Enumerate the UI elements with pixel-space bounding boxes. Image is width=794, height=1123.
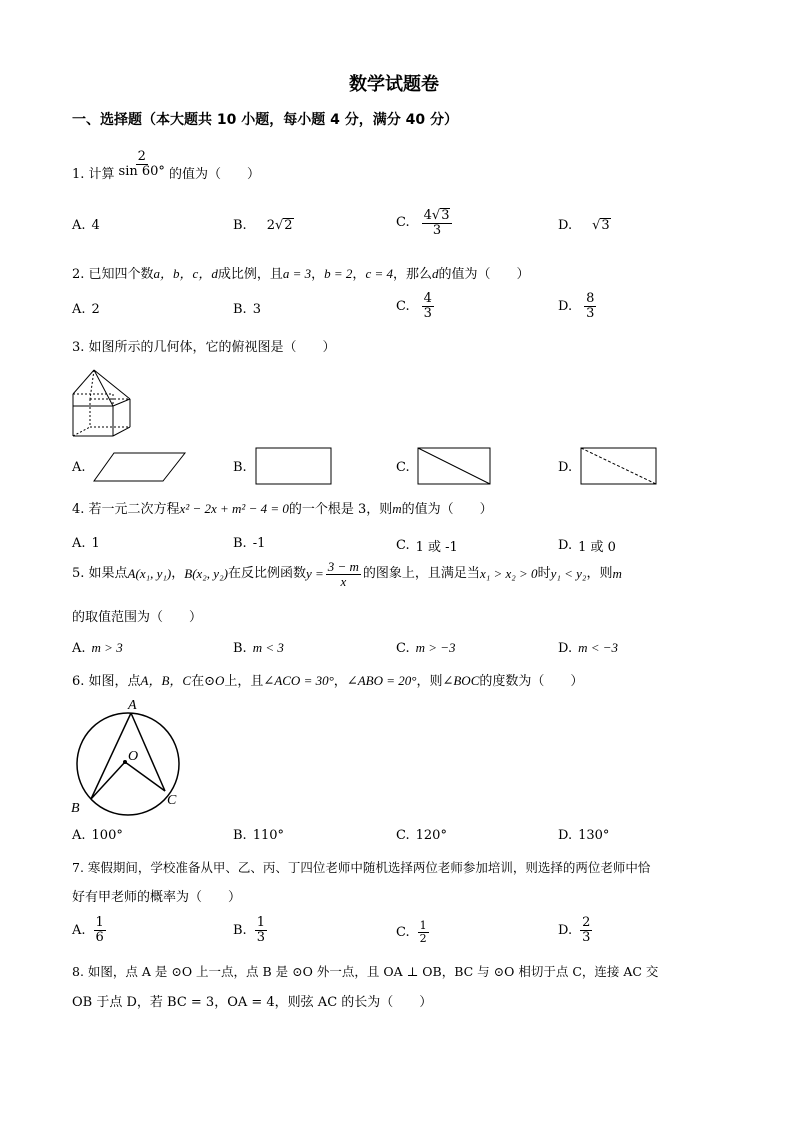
q6-text-a: 6. 如图，点 bbox=[72, 674, 141, 689]
q2-var-d: d bbox=[432, 266, 439, 281]
q1-option-d-label: D. bbox=[558, 218, 573, 233]
q2-option-b-value: 3 bbox=[252, 302, 261, 317]
question-1 bbox=[72, 144, 260, 184]
q2-text-b: 成比例，且 bbox=[217, 267, 283, 282]
q2-text-d: 的值为（ ） bbox=[438, 267, 530, 282]
q2-eq-a: a = 3 bbox=[282, 266, 312, 281]
q5-option-a-label: A. bbox=[72, 640, 86, 656]
q2-option-b-label: B. bbox=[233, 302, 247, 317]
question-5-line1: 5. 如果点 A(x₁, y₁) ， B(x₂, y₂) 在反比例函数 y = $\frac{3 - m}{x}$ 的图象上，且满足当 x₁ > x₂ > 0 时 y₁ < y₂ ，则 m bbox=[72, 559, 622, 589]
q2-option-c-frac bbox=[422, 292, 434, 320]
q4-text-c: 的值为（ ） bbox=[401, 502, 493, 517]
q7-option-b-label: B. bbox=[233, 922, 247, 938]
q7-option-a-label: A. bbox=[72, 922, 86, 938]
q7-c-num: 1 bbox=[419, 919, 427, 932]
q6-option-b[interactable] bbox=[233, 828, 284, 843]
q1-option-c-label: C. bbox=[396, 215, 410, 231]
q7-option-c[interactable] bbox=[396, 920, 431, 944]
q7-option-b[interactable] bbox=[233, 916, 269, 944]
q1-option-a-label: A. bbox=[72, 218, 86, 233]
q5-point-b: B(x₂, y₂) bbox=[184, 566, 228, 582]
section-heading: 一、选择题（本大题共 10 小题，每小题 4 分，满分 40 分） bbox=[72, 112, 458, 128]
q7-option-a[interactable] bbox=[72, 916, 108, 944]
q5-option-c[interactable] bbox=[396, 640, 456, 656]
q6-label-c: C bbox=[167, 793, 177, 808]
q6-label-a: A bbox=[128, 698, 137, 713]
q1-prefix: 1. 计算 bbox=[72, 167, 115, 182]
q5-text-c: 的图象上，且满足当 bbox=[362, 566, 480, 582]
q5-option-c-value: m > −3 bbox=[415, 640, 456, 655]
q1-option-b[interactable] bbox=[233, 218, 294, 233]
q2-option-b[interactable] bbox=[233, 302, 261, 317]
q5-option-c-label: C. bbox=[396, 640, 410, 656]
q6-option-d-label: D. bbox=[558, 828, 573, 843]
q6-label-o: O bbox=[128, 749, 139, 764]
q1-fraction bbox=[117, 150, 167, 178]
q6-label-b: B bbox=[71, 801, 80, 816]
q4-equation: x² − 2x + m² − 4 = 0 bbox=[179, 501, 289, 516]
q6-circle-figure bbox=[66, 696, 192, 818]
question-5-line2: 的取值范围为（ ） bbox=[72, 610, 203, 625]
q5-fn-den: x bbox=[340, 573, 347, 589]
q4-option-a-value: 1 bbox=[91, 536, 100, 551]
question-8-line2: OB 于点 D，若 BC = 3，OA = 4，则弦 AC 的长为（ ） bbox=[72, 995, 433, 1010]
q6-angle2: ∠ABO = 20° bbox=[346, 673, 417, 688]
q5-text-e: ，则 bbox=[586, 566, 613, 582]
q2-text-a: 2. 已知四个数 bbox=[72, 267, 154, 282]
q1-c-num-coef: 4 bbox=[423, 208, 432, 223]
q4-option-b-label: B. bbox=[233, 536, 247, 551]
q5-text-a: 5. 如果点 bbox=[72, 566, 128, 582]
q4-option-d-label: D. bbox=[558, 538, 573, 553]
q1-frac-num: 2 bbox=[137, 148, 146, 164]
q1-option-c-frac bbox=[422, 208, 453, 237]
q6-text-d: ，则 bbox=[416, 674, 443, 689]
question-7-line1: 7. 寒假期间，学校准备从甲、乙、丙、丁四位老师中随机选择两位老师参加培训，则选择的两位老师中恰 bbox=[72, 860, 651, 875]
q3-option-a-label: A. bbox=[72, 460, 86, 475]
q6-text-c: 上，且 bbox=[224, 674, 264, 689]
q4-option-a[interactable] bbox=[72, 536, 100, 551]
q3-option-c-rectangle-diagonal[interactable] bbox=[417, 447, 493, 487]
q2-text-c: ，那么 bbox=[392, 267, 432, 282]
q5-option-d[interactable] bbox=[558, 640, 618, 656]
q1-c-num-rad: 3 bbox=[441, 208, 450, 223]
q6-option-a-label: A. bbox=[72, 828, 86, 843]
q6-option-a[interactable] bbox=[72, 828, 123, 843]
q4-option-b[interactable] bbox=[233, 536, 265, 551]
q1-c-den: 3 bbox=[432, 222, 442, 238]
q7-option-d[interactable] bbox=[558, 916, 594, 944]
q2-c-num: 4 bbox=[423, 291, 432, 306]
q5-option-b[interactable] bbox=[233, 640, 284, 656]
q3-solid-figure bbox=[70, 366, 134, 438]
q5-cond1: x₁ > x₂ > 0 bbox=[479, 566, 538, 582]
q6-option-c-label: C. bbox=[396, 828, 410, 843]
q1-option-d-value: √3 bbox=[592, 218, 610, 233]
question-4 bbox=[72, 500, 493, 519]
question-6: 6. 如图，点A，B，C在⊙O上，且∠ACO = 30°，∠ABO = 20°，则∠BOC的度数为（ ） bbox=[72, 673, 584, 689]
q4-var: m bbox=[392, 501, 402, 516]
q3-option-b-label: B. bbox=[233, 460, 247, 475]
q3-option-c[interactable] bbox=[396, 460, 410, 475]
q4-option-d-value: 1 或 0 bbox=[578, 540, 616, 555]
q7-option-a-frac bbox=[94, 916, 106, 944]
q6-option-c[interactable] bbox=[396, 828, 447, 843]
q1-option-b-label: B. bbox=[233, 218, 247, 233]
q1-option-d[interactable] bbox=[558, 218, 611, 233]
q7-d-num: 2 bbox=[582, 915, 591, 930]
q2-option-a-label: A. bbox=[72, 302, 86, 317]
q2-c-den: 3 bbox=[423, 305, 432, 321]
q5-fn-num: 3 − m bbox=[327, 559, 359, 574]
q5-option-d-label: D. bbox=[558, 640, 573, 656]
q3-option-c-label: C. bbox=[396, 460, 410, 475]
q6-option-d[interactable] bbox=[558, 828, 609, 843]
q4-option-b-value: -1 bbox=[252, 536, 266, 551]
q3-option-a-parallelogram[interactable] bbox=[92, 451, 187, 483]
q6-option-c-value: 120° bbox=[415, 828, 447, 843]
q2-option-c-label: C. bbox=[396, 298, 410, 314]
q7-b-num: 1 bbox=[256, 915, 265, 930]
q7-option-d-frac bbox=[580, 916, 592, 944]
q5-point-a: A(x₁, y₁) bbox=[127, 566, 172, 582]
q5-fn-lhs: y = bbox=[305, 566, 324, 582]
q2-eq-c: c = 4 bbox=[365, 266, 393, 281]
q7-a-den: 6 bbox=[95, 929, 104, 945]
q2-d-den: 3 bbox=[586, 305, 595, 321]
q3-option-b-rectangle[interactable] bbox=[255, 447, 333, 487]
q2-d-num: 8 bbox=[586, 291, 595, 306]
q6-text-e: 的度数为（ ） bbox=[479, 674, 584, 689]
question-3: 3. 如图所示的几何体，它的俯视图是（ ） bbox=[72, 340, 336, 355]
q2-option-d[interactable] bbox=[558, 292, 598, 320]
q5-cond2: y₁ < y₂ bbox=[550, 566, 587, 582]
q4-option-d[interactable] bbox=[558, 536, 616, 555]
q6-option-b-label: B. bbox=[233, 828, 247, 843]
question-8-line1: 8. 如图，点 A 是 ⊙O 上一点，点 B 是 ⊙O 外一点，且 OA ⊥ OB，BC 与 ⊙O 相切于点 C，连接 AC 交 bbox=[72, 964, 659, 979]
q4-option-c[interactable] bbox=[396, 536, 458, 555]
q6-circle: ⊙O bbox=[204, 673, 225, 688]
q5-var: m bbox=[612, 566, 622, 582]
q4-text-b: 的一个根是 3，则 bbox=[288, 502, 393, 517]
q3-option-a[interactable] bbox=[72, 460, 86, 475]
q5-option-b-value: m < 3 bbox=[252, 640, 284, 655]
q7-option-d-label: D. bbox=[558, 922, 573, 938]
q4-option-c-value: 1 或 -1 bbox=[415, 540, 458, 555]
q3-option-d-rectangle-dashed[interactable] bbox=[580, 447, 658, 487]
q7-d-den: 3 bbox=[582, 929, 591, 945]
q2-vars: a，b，c，d bbox=[153, 266, 218, 281]
q1-c-num: 4√3 bbox=[422, 208, 453, 224]
q6-angle1: ∠ACO = 30° bbox=[263, 673, 334, 688]
question-7-line2: 好有甲老师的概率为（ ） bbox=[72, 890, 242, 905]
q2-eq-b: b = 2 bbox=[324, 266, 353, 281]
q2-option-d-frac bbox=[584, 292, 596, 320]
q5-text-b: 在反比例函数 bbox=[227, 566, 306, 582]
q1-d-rad: 3 bbox=[601, 218, 610, 233]
q1-suffix: 的值为（ ） bbox=[168, 167, 260, 182]
q5-option-a[interactable] bbox=[72, 640, 123, 656]
q1-b-coef: 2 bbox=[266, 218, 275, 233]
q6-option-a-value: 100° bbox=[91, 828, 123, 843]
q7-a-num: 1 bbox=[95, 915, 104, 930]
q5-option-b-label: B. bbox=[233, 640, 247, 656]
q3-option-d[interactable] bbox=[558, 460, 572, 475]
q6-points: A，B，C bbox=[140, 673, 192, 688]
q5-fn-frac bbox=[326, 560, 361, 588]
q1-option-a[interactable] bbox=[72, 218, 100, 233]
q3-option-b[interactable] bbox=[233, 460, 247, 475]
q1-option-a-value: 4 bbox=[91, 218, 100, 233]
q2-option-d-label: D. bbox=[558, 298, 573, 314]
q4-option-c-label: C. bbox=[396, 538, 410, 553]
q3-option-d-label: D. bbox=[558, 460, 573, 475]
q7-option-b-frac bbox=[255, 916, 267, 944]
q7-option-c-frac bbox=[418, 920, 429, 944]
q1-option-b-value: 2√2 bbox=[266, 218, 293, 233]
q6-text-b: 在 bbox=[191, 674, 205, 689]
q7-b-den: 3 bbox=[256, 929, 265, 945]
q2-option-a-value: 2 bbox=[91, 302, 100, 317]
q2-option-c[interactable] bbox=[396, 292, 436, 320]
q4-option-a-label: A. bbox=[72, 536, 86, 551]
q5-option-d-value: m < −3 bbox=[578, 640, 619, 655]
q1-b-rad: 2 bbox=[284, 218, 293, 233]
q5-text-d: 时 bbox=[537, 566, 551, 582]
q7-c-den: 2 bbox=[419, 931, 427, 945]
q5-option-a-value: m > 3 bbox=[91, 640, 123, 655]
q2-option-a[interactable] bbox=[72, 302, 100, 317]
q6-angle3: ∠BOC bbox=[442, 673, 480, 688]
q6-option-d-value: 130° bbox=[578, 828, 610, 843]
page-title: 数学试题卷 bbox=[349, 74, 439, 95]
q4-text-a: 4. 若一元二次方程 bbox=[72, 502, 180, 517]
q1-option-c[interactable] bbox=[396, 208, 454, 237]
q7-option-c-label: C. bbox=[396, 924, 410, 940]
q6-option-b-value: 110° bbox=[252, 828, 285, 843]
q1-frac-den: sin 60° bbox=[118, 163, 165, 179]
question-2: 2. 已知四个数a，b，c，d成比例，且a = 3，b = 2，c = 4，那么d的值为（ ） bbox=[72, 266, 530, 282]
